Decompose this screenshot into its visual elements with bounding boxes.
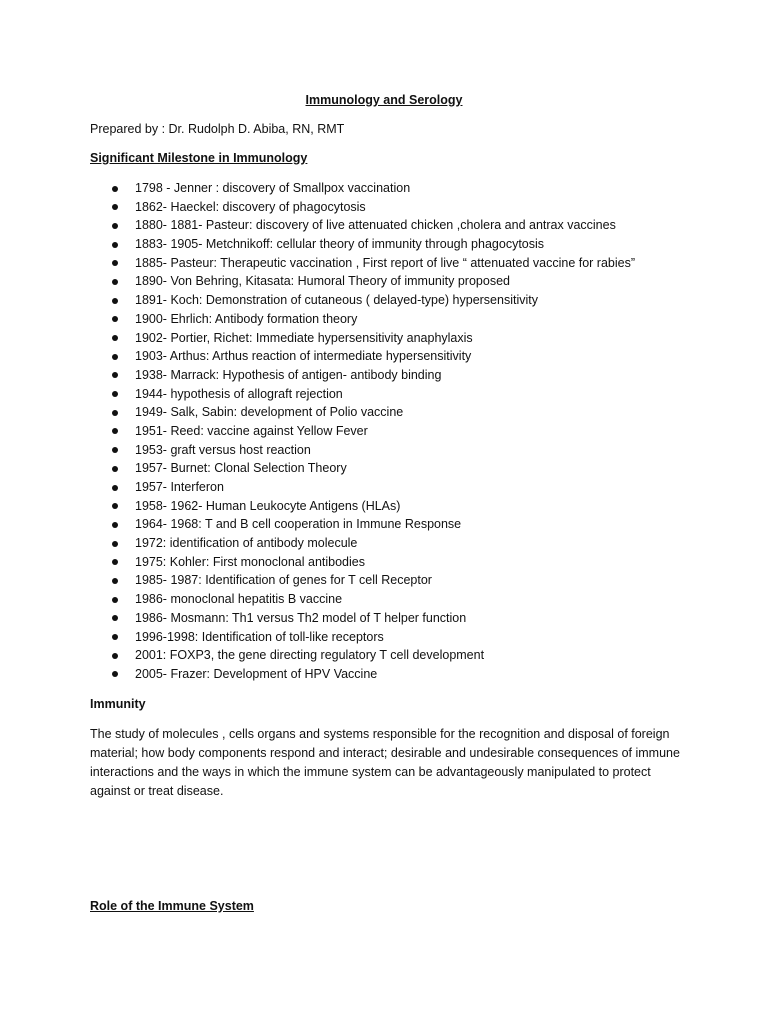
milestone-text: 1862- Haeckel: discovery of phagocytosis [135, 199, 366, 214]
bullet-icon [112, 653, 118, 659]
milestone-text: 1953- graft versus host reaction [135, 442, 311, 457]
bullet-icon [112, 578, 118, 584]
milestone-text: 1903- Arthus: Arthus reaction of intermediate hypersensitivity [135, 349, 472, 364]
list-item [112, 609, 692, 628]
milestone-text: 1944- hypothesis of allograft rejection [135, 386, 343, 401]
bullet-icon [112, 447, 118, 453]
milestone-text: 1972: identification of antibody molecule [135, 536, 358, 551]
role-heading: Role of the Immune System [90, 899, 254, 913]
list-item [112, 347, 692, 366]
bullet-icon [112, 485, 118, 491]
list-item [112, 403, 692, 422]
milestone-text: 1890- Von Behring, Kitasata: Humoral Theory of immunity proposed [135, 274, 510, 289]
bullet-icon [112, 522, 118, 528]
milestone-heading: Significant Milestone in Immunology [90, 151, 308, 165]
bullet-icon [112, 186, 118, 192]
list-item [112, 272, 692, 291]
list-item [112, 646, 692, 665]
list-item [112, 628, 692, 647]
bullet-icon [112, 354, 118, 360]
immunity-heading: Immunity [90, 697, 146, 711]
list-item [112, 590, 692, 609]
list-item [112, 366, 692, 385]
list-item [112, 385, 692, 404]
bullet-icon [112, 204, 118, 210]
list-item [112, 665, 692, 684]
list-item [112, 553, 692, 572]
bullet-icon [112, 260, 118, 266]
milestone-text: 1902- Portier, Richet: Immediate hypersensitivity anaphylaxis [135, 330, 473, 345]
bullet-icon [112, 671, 118, 677]
list-item [112, 254, 692, 273]
bullet-icon [112, 298, 118, 304]
bullet-icon [112, 242, 118, 248]
milestone-text: 1891- Koch: Demonstration of cutaneous ( delayed-type) hypersensitivity [135, 293, 538, 308]
milestone-text: 1951- Reed: vaccine against Yellow Fever [135, 423, 368, 438]
milestone-text: 1938- Marrack: Hypothesis of antigen- antibody binding [135, 367, 442, 382]
prepared-by-line: Prepared by : Dr. Rudolph D. Abiba, RN, RMT [90, 122, 345, 136]
immunity-paragraph: The study of molecules , cells organs and systems responsible for the recognition and disposal of foreign material; how body components respond and interact; desirable and undesirable consequences of immune interactions and the ways in which the immune system can be advantageously manipulated to protect against or treat disease. [90, 727, 680, 798]
milestone-text: 1957- Interferon [135, 480, 224, 494]
bullet-icon [112, 410, 118, 416]
milestone-list [112, 179, 692, 684]
milestone-text: 1985- 1987: Identification of genes for T cell Receptor [135, 573, 432, 588]
milestone-text: 1964- 1968: T and B cell cooperation in Immune Response [135, 517, 462, 532]
list-item [112, 235, 692, 254]
bullet-icon [112, 279, 118, 285]
milestone-text: 2001: FOXP3, the gene directing regulatory T cell development [135, 648, 485, 663]
list-item [112, 329, 692, 348]
milestone-text: 1958- 1962- Human Leukocyte Antigens (HLAs) [135, 498, 401, 513]
list-item [112, 571, 692, 590]
milestone-text: 2005- Frazer: Development of HPV Vaccine [135, 666, 378, 681]
milestone-text: 1885- Pasteur: Therapeutic vaccination , First report of live “ attenuated vaccine for rabies” [135, 255, 636, 270]
bullet-icon [112, 466, 118, 472]
bullet-icon [112, 634, 118, 640]
bullet-icon [112, 223, 118, 229]
bullet-icon [112, 597, 118, 603]
milestone-text: 1880- 1881- Pasteur: discovery of live attenuated chicken ,cholera and antrax vaccines [135, 218, 616, 233]
bullet-icon [112, 541, 118, 547]
list-item [112, 179, 692, 198]
list-item [112, 198, 692, 217]
bullet-icon [112, 559, 118, 565]
list-item [112, 497, 692, 516]
bullet-icon [112, 428, 118, 434]
bullet-icon [112, 391, 118, 397]
list-item [112, 478, 692, 497]
milestone-text: 1798 - Jenner : discovery of Smallpox vaccination [135, 181, 411, 195]
milestone-text: 1883- 1905- Metchnikoff: cellular theory of immunity through phagocytosis [135, 237, 545, 252]
list-item [112, 310, 692, 329]
milestone-text: 1986- Mosmann: Th1 versus Th2 model of T helper function [135, 610, 467, 625]
list-item [112, 459, 692, 478]
document-title: Immunology and Serology [305, 93, 463, 107]
list-item [112, 216, 692, 235]
list-item [112, 422, 692, 441]
milestone-text: 1975: Kohler: First monoclonal antibodies [135, 554, 365, 569]
bullet-icon [112, 615, 118, 621]
bullet-icon [112, 503, 118, 509]
list-item [112, 515, 692, 534]
list-item [112, 441, 692, 460]
list-item [112, 534, 692, 553]
milestone-text: 1949- Salk, Sabin: development of Polio vaccine [135, 405, 404, 420]
bullet-icon [112, 316, 118, 322]
milestone-text: 1986- monoclonal hepatitis B vaccine [135, 592, 343, 607]
milestone-text: 1996-1998: Identification of toll-like receptors [135, 629, 384, 644]
milestone-text: 1957- Burnet: Clonal Selection Theory [135, 461, 347, 476]
bullet-icon [112, 335, 118, 341]
milestone-text: 1900- Ehrlich: Antibody formation theory [135, 311, 358, 326]
list-item [112, 291, 692, 310]
bullet-icon [112, 372, 118, 378]
